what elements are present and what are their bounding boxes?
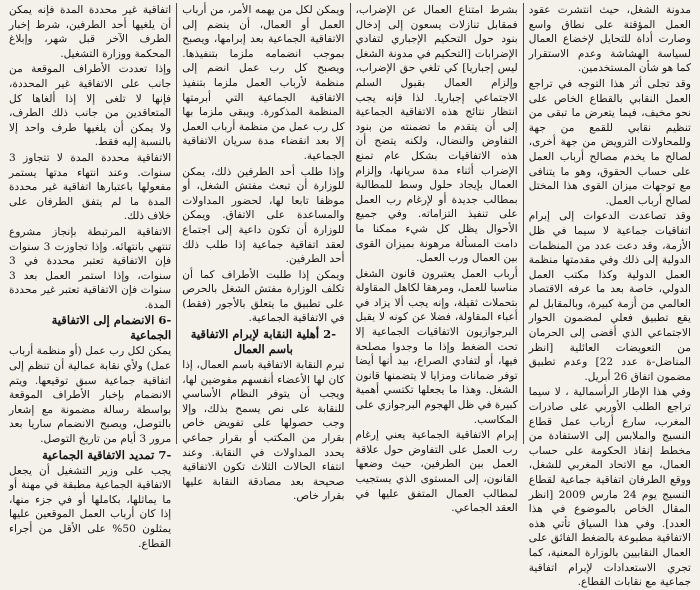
text-column-2 (351, 3, 523, 515)
paragraph: وفي هذا الإطار الرأسمالية ، لا سيما تراجع الطلب الأوربي على صادرات المغرب، سارع أرباب عمل قطاع النسيج والملابس إلى الاستفادة من مخطط إنقاذ الحكومة على حساب العمال، مع الاتحاد المغربي للشغل، ووقع الطرفان اتفاقية جماعية لقطاع النسيج يوم 24 مارس 2009 [انظر المقال الخاص بالموضوع في هذا العدد]. وفي هذا السياق تأتي هذه الاتفاقية مطبوعة بالضغط الفائق على العمال النقابيين بالوزارة المعنية، كما تجري الاستعدادات لإبرام اتفاقية جماعية مع نقابات القطاع. (528, 386, 691, 589)
text-column-1 (524, 3, 696, 589)
section-heading: -6 الانضمام إلى الاتفاقية الجماعية (51, 313, 172, 343)
paragraph: وقد تصاعدت الدعوات إلى إبرام اتفاقيات جماعية لا سيما في ظل الأزمة، وقد دعت عدد من المنظمات الدولية إلى ذلك وفي مقدمتها منظمة العمل الدولية وكذا مكتب العمل الدولي، خاصة بعد ما عرفه الاقتصاد العالمي من أزمة كبيرة، وبالمقابل لم يقع تطبيق فعلي لمضمون الحوار الاجتماعي الذي أفضى إلى الحرمان من التعويضات العائلية [انظر المناضل-ة عدد 22] وعدم تطبيق مضمون اتفاق 26 أبريل. (528, 210, 692, 383)
paragraph: وإذا تعددت الأطراف الموقعة من جانب على الاتفاقية غير المحددة، فإنها لا تلغى إلا إذا ألغاها كل المتعاقدين من جانب ذلك الطرف، ولا يمكن أن يلغيها طرف واحد إلا بالنسبة إليه فقط. (9, 63, 172, 149)
column-divider (523, 3, 524, 444)
paragraph: يجب على وزير التشغيل أن يجعل الاتفاقية الجماعية مطبقة في مهنة أو ما يماثلها، بكاملها أو في جزء منها، إذا كان أرباب العمل الموقعين عليها يمثلون 50% على الأقل من أجراء القطاع. (9, 464, 172, 550)
paragraph: ويمكن إذا طلبت الأطراف كما أن تكلف الوزارة مفتش الشغل بالحرص على تطبيق ما يتعلق بالأجور (فقط) في الاتفاقية الجماعية. (182, 268, 345, 325)
paragraph: أرباب العمل يعتبرون قانون الشغل مناسبا للعمل، ومرهقا لكاهل المقاولة بتحملات ثقيلة، وإنه يجب ألا يزاد في أعباء المقاولة، فضلا عن كونه لا يقبل البرجوازيون الاتفاقيات الجماعية إلا تحت الضغط وإذا ما وجدوا مصلحة فيها، أو لتفادي الصراع، بيد أنها أيضا توفر ضمانات ومزايا لا يتضمنها قانون الشغل. وهذا ما يجعلها تكتسي أهمية كبيرة في ظل الهجوم البرجوازي على المكاسب. (355, 267, 518, 426)
paragraph: إبرام الاتفاقية الجماعية يعني إرغام رب العمل على التفاوض حول علاقة العمل بين الطرفين، حيث وضعها القانون، إلى المستوى الذي يستجيب لمطالب العمال المتفق عليها في العقد الجماعي. (355, 429, 518, 515)
paragraph: تبرم النقابة الاتفاقية باسم العمال، إذا كان لها الأعضاء أنفسهم مفوضين لها، ويجب أن يتوفر النظام الأساسي للنقابة على نص يسمح بذلك، وإلا وجب حصولها على تفويض خاص بقرار من المكتب أو بقرار جماعي يحدد المداولات في النقابة. وعند انتفاء الحالات الثلاث تكون الاتفاقية صحيحة بعد مصادقة النقابة عليها بقرار خاص. (182, 359, 345, 503)
paragraph: وقد تجلى أثر هذا التوجه في تراجع العمل النقابي بالقطاع الخاص على نحو مخيف، فيما يتعرض ما تبقى من تنظيم نقابي للقمع من جهة وللمحاولات الترويض من جهة أخرى، لصالح ما يخدم مصالح أرباب العمل على حساب الحقوق، وهو ما يتنافى مع توجهات ميزان القوى هذا المختل لصالح أرباب العمل. (528, 77, 691, 207)
text-column-3 (177, 3, 349, 503)
paragraph: اتفاقية غير محددة المدة فإنه يمكن أن يلغيها أحد الطرفين، شرط إخبار الطرف الآخر قبل شهر، وإبلاغ المحكمة ووزارة التشغيل. (9, 4, 172, 60)
section-heading: -7 تمديد الاتفاقية الجماعية (42, 447, 172, 462)
paragraph: الاتفاقية المرتبطة بإنجاز مشروع تنتهي بانتهائه. وإذا تجاوزت 3 سنوات فإن الاتفاقية تعتبر محددة في 3 سنوات، وإذا استمر العمل بعد 3 سنوات فإن الاتفاقية تعتبر غير محددة المدة. (9, 225, 172, 311)
paragraph: الاتفاقية محددة المدة لا تتجاوز 3 سنوات. وعند انتهاء مدتها يستمر مفعولها باعتبارها اتفاقية غير محددة المدة ما لم يتفق الطرفان على خلاف ذلك. (9, 151, 172, 223)
paragraph: ويمكن لكل من يهمه الأمر، من أرباب العمل أو العمال، أن ينضم إلى الاتفاقية الجماعية بعد إبرامها، ويصبح بموجب انضمامه ملزما بتنفيذها. ويصبح كل رب عمل انضم إلى منظمة لأرباب العمل ملزما بتنفيذ الاتفاقية الجماعية التي أبرمتها المنظمة المذكورة. ويبقى ملزما بها كل رب عمل من منظمة أرباب العمل إلا بعد انقضاء مدة سريان الاتفاقية الجماعية. (182, 4, 345, 162)
paragraph: بشرط امتناع العمال عن الإضراب، فمقابل تنازلات يسعون إلى إدخال بنود حول التحكيم الإجباري لتفادي الإضرابات [التحكيم في مدونة الشغل ليس إجباريا] كي تلغي حق الإضراب، وإلزام العمال بقبول السلم الاجتماعي إجباريا. لذا فإنه يجب انتظار نتائج هذه الاتفاقية الجماعية إلى أن يتقدم ما تضمنته من بنود التفاوض والنضال، ولكنه يتضح أن هذه الاتفاقيات بشكل عام تمنع الإضراب أثناء مدة سريانها، وإلزام العمال بإيجاد حلول وسط للمطالبة بمطالب جديدة أو لإرغام رب العمل على تنفيذ التزاماته. وفي جميع الأحوال يظل كل شيء ممكنا ما دامت المسألة مرهونة بميزان القوى بين العمال ورب العمل. (355, 4, 518, 265)
text-column-4 (4, 3, 176, 550)
paragraph: يمكن لكل رب عمل (أو منظمة أرباب عمل) ولأي نقابة عمالية أن تنظم إلى اتفاقية جماعية سبق توقيعها. ويتم الانضمام بإخبار الأطراف الموقعة بواسطة رسالة مضمونة مع إشعار بالتوصل، ويصبح الانضمام ساريا بعد مرور 3 أيام من تاريخ التوصل. (9, 345, 172, 446)
paragraph: وإذا طلب أحد الطرفين ذلك، يمكن للوزارة أن تبعث مفتش الشغل، أو موظفا تابعا لها، لحضور المداولات والمساعدة على الاتفاق. ويمكن للوزارة أن تكون داعية إلى اجتماع لعقد اتفاقية جماعية إذا طلب ذلك أحد الطرفين. (182, 165, 345, 266)
paragraph: مدونة الشغل، حيث انتشرت عقود العمل المؤقتة على نطاق واسع وصارت أداة للتحايل لإخضاع العمال لسياسة الهشاشة وعدم الاستقرار كما هو شأن المستخدمين. (528, 4, 691, 75)
section-heading: -2 أهلية النقابة لإبرام الاتفاقية باسم العمال (190, 327, 337, 357)
column-divider (350, 3, 351, 444)
column-divider (176, 3, 177, 444)
